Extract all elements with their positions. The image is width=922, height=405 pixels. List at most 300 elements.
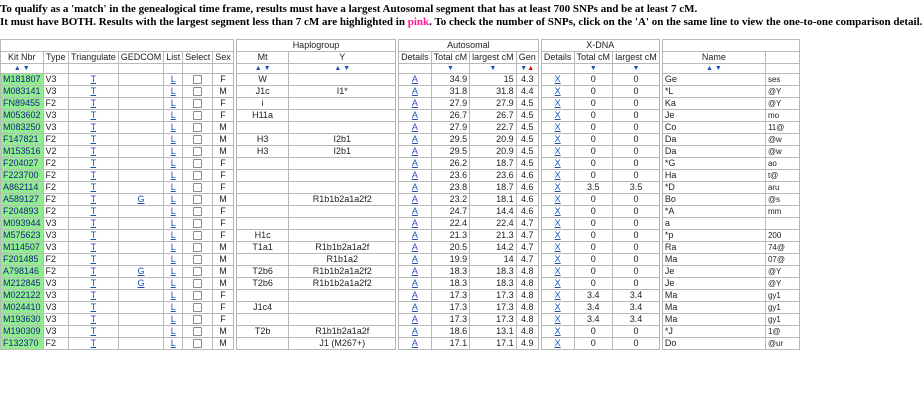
kit-number-cell[interactable]: M190309 (1, 326, 44, 338)
x-largest-cm-cell: 3.4 (613, 302, 660, 314)
kit-number-cell[interactable]: F147821 (1, 134, 44, 146)
x-details-link[interactable]: X (541, 194, 574, 206)
column-header-row (1, 52, 800, 64)
select-checkbox[interactable] (193, 303, 202, 312)
sex-cell: F (213, 230, 234, 242)
list-link[interactable]: L (164, 254, 183, 266)
x-details-link[interactable]: X (541, 242, 574, 254)
matches-table (0, 39, 800, 350)
total-cm-cell: 17.3 (431, 314, 470, 326)
largest-cm-cell: 13.1 (470, 326, 517, 338)
x-total-cm-cell: 0 (574, 242, 613, 254)
mt-haplogroup-cell: W (236, 74, 289, 86)
gedcom-link[interactable] (118, 86, 164, 98)
select-checkbox[interactable] (193, 171, 202, 180)
autosomal-details-link[interactable]: A (399, 314, 432, 326)
total-cm-cell: 29.5 (431, 146, 470, 158)
email-cell[interactable]: @Y (765, 86, 799, 98)
select-checkbox[interactable] (193, 87, 202, 96)
triangulate-link[interactable]: T (69, 278, 119, 290)
x-details-link[interactable]: X (541, 122, 574, 134)
gedcom-link[interactable] (118, 206, 164, 218)
sort-down-icon[interactable]: ▼ (22, 65, 30, 72)
sex-cell: M (213, 326, 234, 338)
gedcom-link[interactable] (118, 218, 164, 230)
triangulate-link[interactable]: T (69, 302, 119, 314)
table-row (1, 110, 800, 122)
x-largest-cm-cell: 0 (613, 278, 660, 290)
type-cell: V3 (43, 242, 69, 254)
email-cell[interactable]: @w (765, 134, 799, 146)
kit-number-cell[interactable]: A798146 (1, 266, 44, 278)
sex-cell: F (213, 74, 234, 86)
autosomal-details-link[interactable]: A (399, 302, 432, 314)
gedcom-link[interactable] (118, 158, 164, 170)
type-cell: V3 (43, 278, 69, 290)
mt-haplogroup-cell (236, 170, 289, 182)
group-header-xdna: X-DNA (541, 40, 659, 52)
total-cm-cell: 23.2 (431, 194, 470, 206)
select-checkbox[interactable] (193, 123, 202, 132)
largest-cm-cell: 17.3 (470, 314, 517, 326)
kit-number-cell[interactable]: M083141 (1, 86, 44, 98)
autosomal-details-link[interactable]: A (399, 326, 432, 338)
gedcom-link[interactable] (118, 74, 164, 86)
autosomal-details-link[interactable]: A (399, 170, 432, 182)
triangulate-link[interactable]: T (69, 230, 119, 242)
type-cell: V3 (43, 290, 69, 302)
largest-cm-cell: 21.3 (470, 230, 517, 242)
autosomal-details-link[interactable]: A (399, 146, 432, 158)
gedcom-link[interactable] (118, 110, 164, 122)
select-checkbox[interactable] (193, 159, 202, 168)
mt-haplogroup-cell: H3 (236, 134, 289, 146)
kit-number-cell[interactable]: M022122 (1, 290, 44, 302)
sex-cell: F (213, 302, 234, 314)
triangulate-link[interactable]: T (69, 290, 119, 302)
x-total-cm-cell: 0 (574, 74, 613, 86)
list-link[interactable]: L (164, 86, 183, 98)
gedcom-link[interactable]: G (118, 266, 164, 278)
email-cell[interactable]: ao (765, 158, 799, 170)
triangulate-link[interactable]: T (69, 122, 119, 134)
total-cm-cell: 27.9 (431, 98, 470, 110)
triangulate-link[interactable]: T (69, 182, 119, 194)
gedcom-link[interactable] (118, 290, 164, 302)
list-link[interactable]: L (164, 194, 183, 206)
kit-number-cell[interactable]: F223700 (1, 170, 44, 182)
select-checkbox[interactable] (193, 135, 202, 144)
sort-down-icon[interactable]: ▼ (263, 65, 271, 72)
triangulate-link[interactable]: T (69, 86, 119, 98)
kit-number-cell[interactable]: M093944 (1, 218, 44, 230)
select-checkbox[interactable] (193, 183, 202, 192)
total-cm-cell: 23.8 (431, 182, 470, 194)
y-haplogroup-cell: I2b1 (289, 134, 396, 146)
gen-cell: 4.5 (516, 98, 538, 110)
email-cell[interactable]: gy1 (765, 302, 799, 314)
autosomal-details-link[interactable]: A (399, 158, 432, 170)
select-cell (183, 266, 213, 278)
sort-up-icon[interactable]: ▲ (705, 65, 713, 72)
list-link[interactable]: L (164, 158, 183, 170)
x-largest-cm-cell: 0 (613, 98, 660, 110)
y-haplogroup-cell (289, 170, 396, 182)
x-details-link[interactable]: X (541, 338, 574, 350)
autosomal-details-link[interactable]: A (399, 242, 432, 254)
gedcom-link[interactable] (118, 302, 164, 314)
sort-up-icon[interactable]: ▲ (13, 65, 21, 72)
total-cm-cell: 17.3 (431, 290, 470, 302)
x-largest-cm-cell: 0 (613, 242, 660, 254)
list-link[interactable]: L (164, 98, 183, 110)
col-type: Type (43, 52, 69, 64)
kit-number-cell[interactable]: M083250 (1, 122, 44, 134)
intro-line-2-start: It must have BOTH. Results with the largest segment less than 7 cM are highlighted in (0, 16, 408, 28)
gen-cell: 4.6 (516, 206, 538, 218)
kit-number-cell[interactable]: A862114 (1, 182, 44, 194)
sort-down-icon[interactable]: ▼ (589, 65, 597, 72)
kit-number-cell[interactable]: A589127 (1, 194, 44, 206)
gedcom-link[interactable] (118, 326, 164, 338)
intro-line-2-end: . To check the number of SNPs, click on the 'A' on the same line to view the one-to-one comparison detail. (429, 16, 922, 28)
list-link[interactable]: L (164, 74, 183, 86)
x-details-link[interactable]: X (541, 218, 574, 230)
autosomal-details-link[interactable]: A (399, 74, 432, 86)
name-cell: *J (662, 326, 765, 338)
email-cell[interactable]: @w (765, 146, 799, 158)
email-cell[interactable]: @Y (765, 98, 799, 110)
select-checkbox[interactable] (193, 231, 202, 240)
email-cell[interactable]: 74@ (765, 242, 799, 254)
gedcom-link[interactable] (118, 338, 164, 350)
gen-cell: 4.5 (516, 146, 538, 158)
email-cell[interactable]: mm (765, 206, 799, 218)
x-details-link[interactable]: X (541, 314, 574, 326)
kit-number-cell[interactable]: M212845 (1, 278, 44, 290)
x-largest-cm-cell: 0 (613, 206, 660, 218)
gedcom-link[interactable] (118, 122, 164, 134)
email-cell[interactable]: 200 (765, 230, 799, 242)
kit-number-cell[interactable]: M024410 (1, 302, 44, 314)
select-checkbox[interactable] (193, 279, 202, 288)
x-details-link[interactable]: X (541, 326, 574, 338)
sort-up-icon[interactable]: ▲ (334, 65, 342, 72)
select-cell (183, 194, 213, 206)
list-link[interactable]: L (164, 290, 183, 302)
x-details-link[interactable]: X (541, 266, 574, 278)
list-link[interactable]: L (164, 266, 183, 278)
list-link[interactable]: L (164, 278, 183, 290)
x-details-link[interactable]: X (541, 302, 574, 314)
list-link[interactable]: L (164, 170, 183, 182)
autosomal-details-link[interactable]: A (399, 278, 432, 290)
x-details-link[interactable]: X (541, 278, 574, 290)
gen-cell: 4.7 (516, 242, 538, 254)
kit-number-cell[interactable]: M053602 (1, 110, 44, 122)
select-checkbox[interactable] (193, 339, 202, 348)
type-cell: F2 (43, 338, 69, 350)
triangulate-link[interactable]: T (69, 74, 119, 86)
list-link[interactable]: L (164, 326, 183, 338)
select-checkbox[interactable] (193, 207, 202, 216)
email-cell[interactable]: aru (765, 182, 799, 194)
sex-cell: M (213, 86, 234, 98)
x-details-link[interactable]: X (541, 230, 574, 242)
type-cell: F2 (43, 182, 69, 194)
x-details-link[interactable]: X (541, 74, 574, 86)
x-total-cm-cell: 0 (574, 110, 613, 122)
select-cell (183, 314, 213, 326)
mt-haplogroup-cell: H1c (236, 230, 289, 242)
x-largest-cm-cell: 0 (613, 326, 660, 338)
select-checkbox[interactable] (193, 147, 202, 156)
name-cell: *p (662, 230, 765, 242)
list-link[interactable]: L (164, 230, 183, 242)
total-cm-cell: 19.9 (431, 254, 470, 266)
x-largest-cm-cell: 0 (613, 266, 660, 278)
list-link[interactable]: L (164, 302, 183, 314)
autosomal-details-link[interactable]: A (399, 134, 432, 146)
list-link[interactable]: L (164, 110, 183, 122)
gedcom-link[interactable] (118, 98, 164, 110)
autosomal-details-link[interactable]: A (399, 110, 432, 122)
triangulate-link[interactable]: T (69, 170, 119, 182)
email-cell[interactable]: ses (765, 74, 799, 86)
gen-cell: 4.5 (516, 110, 538, 122)
select-checkbox[interactable] (193, 195, 202, 204)
x-largest-cm-cell: 0 (613, 194, 660, 206)
largest-cm-cell: 17.3 (470, 290, 517, 302)
gedcom-link[interactable] (118, 170, 164, 182)
select-checkbox[interactable] (193, 315, 202, 324)
kit-number-cell[interactable]: F204893 (1, 206, 44, 218)
select-cell (183, 218, 213, 230)
select-checkbox[interactable] (193, 255, 202, 264)
sort-up-active-icon[interactable]: ▲ (527, 65, 535, 72)
gedcom-link[interactable] (118, 230, 164, 242)
autosomal-details-link[interactable]: A (399, 182, 432, 194)
triangulate-link[interactable]: T (69, 314, 119, 326)
x-total-cm-cell: 0 (574, 146, 613, 158)
kit-number-cell[interactable]: F201485 (1, 254, 44, 266)
select-checkbox[interactable] (193, 75, 202, 84)
gedcom-link[interactable] (118, 242, 164, 254)
gedcom-link[interactable] (118, 134, 164, 146)
x-details-link[interactable]: X (541, 146, 574, 158)
triangulate-link[interactable]: T (69, 98, 119, 110)
triangulate-link[interactable]: T (69, 158, 119, 170)
list-link[interactable]: L (164, 314, 183, 326)
select-checkbox[interactable] (193, 111, 202, 120)
col-name: Name (662, 52, 765, 64)
email-cell[interactable]: @Y (765, 278, 799, 290)
gen-cell: 4.5 (516, 122, 538, 134)
gedcom-link[interactable] (118, 314, 164, 326)
select-checkbox[interactable] (193, 99, 202, 108)
list-link[interactable]: L (164, 206, 183, 218)
list-link[interactable]: L (164, 146, 183, 158)
y-haplogroup-cell (289, 122, 396, 134)
y-haplogroup-cell: R1b1b2a1a2f2 (289, 194, 396, 206)
x-details-link[interactable]: X (541, 290, 574, 302)
triangulate-link[interactable]: T (69, 194, 119, 206)
select-checkbox[interactable] (193, 327, 202, 336)
email-cell[interactable]: @s (765, 194, 799, 206)
x-details-link[interactable]: X (541, 206, 574, 218)
email-cell[interactable] (765, 218, 799, 230)
triangulate-link[interactable]: T (69, 326, 119, 338)
mt-haplogroup-cell (236, 314, 289, 326)
autosomal-details-link[interactable]: A (399, 206, 432, 218)
name-cell: *L (662, 86, 765, 98)
email-cell[interactable]: mo (765, 110, 799, 122)
triangulate-link[interactable]: T (69, 110, 119, 122)
list-link[interactable]: L (164, 122, 183, 134)
x-total-cm-cell: 0 (574, 98, 613, 110)
triangulate-link[interactable]: T (69, 266, 119, 278)
sort-up-icon[interactable]: ▲ (254, 65, 262, 72)
sort-mt (236, 64, 289, 74)
y-haplogroup-cell (289, 74, 396, 86)
y-haplogroup-cell (289, 290, 396, 302)
kit-number-cell[interactable]: M193630 (1, 314, 44, 326)
sex-cell: M (213, 338, 234, 350)
mt-haplogroup-cell (236, 182, 289, 194)
group-header-name-blank (662, 40, 799, 52)
autosomal-details-link[interactable]: A (399, 230, 432, 242)
triangulate-link[interactable]: T (69, 146, 119, 158)
table-row (1, 194, 800, 206)
email-cell[interactable]: gy1 (765, 290, 799, 302)
autosomal-details-link[interactable]: A (399, 254, 432, 266)
x-details-link[interactable]: X (541, 98, 574, 110)
email-cell[interactable]: gy1 (765, 314, 799, 326)
triangulate-link[interactable]: T (69, 254, 119, 266)
autosomal-details-link[interactable]: A (399, 194, 432, 206)
type-cell: V3 (43, 74, 69, 86)
email-cell[interactable]: 1@ (765, 326, 799, 338)
name-cell: Co (662, 122, 765, 134)
email-cell[interactable]: @ur (765, 338, 799, 350)
x-largest-cm-cell: 0 (613, 74, 660, 86)
mt-haplogroup-cell: T1a1 (236, 242, 289, 254)
largest-cm-cell: 20.9 (470, 146, 517, 158)
x-largest-cm-cell: 0 (613, 146, 660, 158)
autosomal-details-link[interactable]: A (399, 86, 432, 98)
sort-down-icon[interactable]: ▼ (520, 65, 528, 72)
type-cell: F2 (43, 98, 69, 110)
triangulate-link[interactable]: T (69, 134, 119, 146)
kit-number-cell[interactable]: M153516 (1, 146, 44, 158)
x-details-link[interactable]: X (541, 254, 574, 266)
triangulate-link[interactable]: T (69, 218, 119, 230)
kit-number-cell[interactable]: F204027 (1, 158, 44, 170)
gedcom-link[interactable]: G (118, 278, 164, 290)
select-checkbox[interactable] (193, 291, 202, 300)
table-row (1, 146, 800, 158)
sort-down-icon[interactable]: ▼ (632, 65, 640, 72)
select-checkbox[interactable] (193, 243, 202, 252)
list-link[interactable]: L (164, 338, 183, 350)
sex-cell: M (213, 242, 234, 254)
triangulate-link[interactable]: T (69, 338, 119, 350)
email-cell[interactable]: t@ (765, 170, 799, 182)
select-checkbox[interactable] (193, 219, 202, 228)
sex-cell: M (213, 194, 234, 206)
y-haplogroup-cell: R1b1b2a1a2f (289, 242, 396, 254)
triangulate-link[interactable]: T (69, 242, 119, 254)
sort-x-total (574, 64, 613, 74)
table-row (1, 230, 800, 242)
gedcom-link[interactable]: G (118, 194, 164, 206)
sex-cell: M (213, 254, 234, 266)
type-cell: V3 (43, 122, 69, 134)
table-row (1, 254, 800, 266)
triangulate-link[interactable]: T (69, 206, 119, 218)
mt-haplogroup-cell (236, 254, 289, 266)
x-largest-cm-cell: 0 (613, 254, 660, 266)
y-haplogroup-cell: R1b1b2a1a2f2 (289, 266, 396, 278)
mt-haplogroup-cell: H11a (236, 110, 289, 122)
x-details-link[interactable]: X (541, 86, 574, 98)
table-row (1, 122, 800, 134)
sort-down-icon[interactable]: ▼ (343, 65, 351, 72)
list-link[interactable]: L (164, 134, 183, 146)
kit-number-cell[interactable]: FN89455 (1, 98, 44, 110)
autosomal-details-link[interactable]: A (399, 218, 432, 230)
sort-down-icon[interactable]: ▼ (489, 65, 497, 72)
x-details-link[interactable]: X (541, 110, 574, 122)
select-checkbox[interactable] (193, 267, 202, 276)
mt-haplogroup-cell (236, 290, 289, 302)
autosomal-details-link[interactable]: A (399, 122, 432, 134)
gedcom-link[interactable] (118, 254, 164, 266)
autosomal-details-link[interactable]: A (399, 98, 432, 110)
list-link[interactable]: L (164, 218, 183, 230)
name-cell: Ha (662, 170, 765, 182)
email-cell[interactable]: @Y (765, 266, 799, 278)
y-haplogroup-cell (289, 182, 396, 194)
kit-number-cell[interactable]: F132370 (1, 338, 44, 350)
name-cell: Da (662, 146, 765, 158)
autosomal-details-link[interactable]: A (399, 338, 432, 350)
x-largest-cm-cell: 0 (613, 134, 660, 146)
sort-down-icon[interactable]: ▼ (446, 65, 454, 72)
email-cell[interactable]: 11@ (765, 122, 799, 134)
x-details-link[interactable]: X (541, 170, 574, 182)
total-cm-cell: 29.5 (431, 134, 470, 146)
x-details-link[interactable]: X (541, 182, 574, 194)
x-details-link[interactable]: X (541, 158, 574, 170)
kit-number-cell[interactable]: M114507 (1, 242, 44, 254)
list-link[interactable]: L (164, 242, 183, 254)
x-details-link[interactable]: X (541, 134, 574, 146)
kit-number-cell[interactable]: M575623 (1, 230, 44, 242)
sort-kit (1, 64, 44, 74)
gedcom-link[interactable] (118, 182, 164, 194)
email-cell[interactable]: 07@ (765, 254, 799, 266)
kit-number-cell[interactable]: M181807 (1, 74, 44, 86)
sort-down-icon[interactable]: ▼ (714, 65, 722, 72)
list-link[interactable]: L (164, 182, 183, 194)
gedcom-link[interactable] (118, 146, 164, 158)
select-cell (183, 326, 213, 338)
autosomal-details-link[interactable]: A (399, 290, 432, 302)
autosomal-details-link[interactable]: A (399, 266, 432, 278)
total-cm-cell: 18.3 (431, 266, 470, 278)
name-cell: *G (662, 158, 765, 170)
